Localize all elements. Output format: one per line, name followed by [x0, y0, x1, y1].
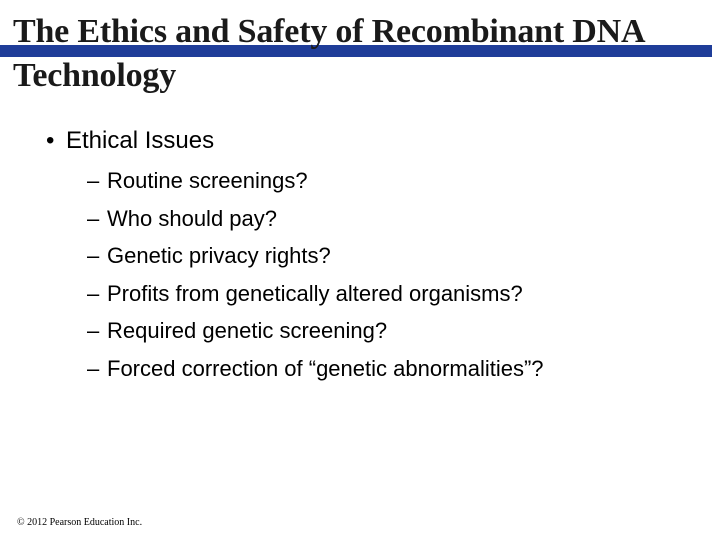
sub-bullet-text: Who should pay?	[107, 205, 277, 231]
dash-icon: –	[87, 355, 100, 381]
sub-bullet-item	[46, 200, 544, 238]
sub-bullet-item	[46, 275, 544, 313]
slide-title	[13, 10, 645, 98]
dash-icon: –	[87, 243, 100, 269]
sub-bullet-list	[46, 162, 544, 388]
dash-icon: –	[87, 168, 100, 193]
sub-bullet-text: Required genetic screening?	[107, 318, 388, 344]
sub-bullet-item	[46, 312, 544, 350]
slide-title-line-2: Technology	[13, 57, 177, 94]
main-bullet	[46, 124, 544, 158]
sub-bullet-item	[46, 350, 544, 388]
dash-icon: –	[87, 205, 100, 231]
sub-bullet-item	[46, 237, 544, 275]
copyright-footer: © 2012 Pearson Education Inc.	[17, 517, 143, 528]
sub-bullet-text: Routine screenings?	[107, 168, 308, 193]
sub-bullet-item	[46, 162, 544, 200]
dash-icon: –	[87, 280, 100, 306]
main-bullet-text: Ethical Issues	[66, 127, 215, 154]
sub-bullet-text: Genetic privacy rights?	[107, 243, 331, 269]
sub-bullet-text: Forced correction of “genetic abnormalities”?	[107, 355, 544, 381]
bullet-list	[46, 124, 544, 388]
dash-icon: –	[87, 318, 100, 344]
bullet-dot-icon: •	[46, 127, 55, 154]
sub-bullet-text: Profits from genetically altered organisms?	[107, 280, 523, 306]
slide-title-line-1: The Ethics and Safety of Recombinant DNA	[13, 13, 646, 50]
